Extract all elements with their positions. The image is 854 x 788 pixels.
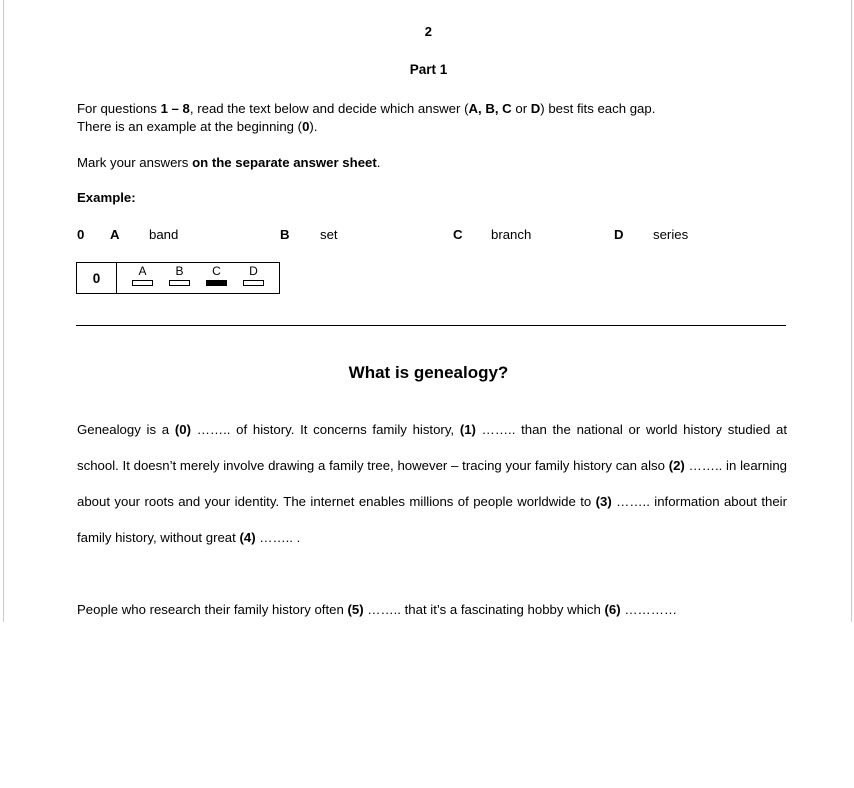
instructions-text-4: ) best fits each gap. — [540, 101, 656, 116]
answer-cell-c[interactable] — [198, 265, 235, 286]
gap-marker-2: (2) — [668, 458, 685, 473]
question-range: 1 – 8 — [160, 101, 190, 116]
example-option-key-b: B — [280, 227, 290, 242]
answer-options-letters: A, B, C — [468, 101, 512, 116]
part-title: Part 1 — [409, 62, 448, 77]
answer-option-d: D — [530, 101, 541, 116]
instructions-text-5: There is an example at the beginning ( — [77, 118, 303, 134]
para1-seg2: …….. of history. It concerns family history, — [190, 422, 460, 437]
gap-marker-3: (3) — [595, 494, 612, 509]
answer-cell-letter-b: B — [175, 264, 184, 278]
answer-cell-b[interactable] — [161, 265, 198, 286]
gap-marker-4: (4) — [239, 530, 256, 545]
answer-mark-d[interactable] — [243, 280, 264, 286]
answer-cell-letter-c: C — [212, 264, 221, 278]
mark-answers-paragraph — [77, 154, 777, 172]
section-divider — [76, 325, 786, 326]
example-zero-reference: 0 — [302, 118, 310, 134]
article-body — [77, 412, 787, 628]
para1-seg3: …….. than the national or world history studied at school. It doesn’t merely involve drawing a family tree, however – tracing your family history can also — [77, 422, 788, 473]
answer-cell-a[interactable] — [124, 265, 161, 286]
para1-seg4: …….. in learning about your roots and your identity. The internet enables millions of people worldwide to — [77, 458, 788, 509]
para2-seg2: …….. that it’s a fascinating hobby which — [363, 602, 605, 617]
answer-mark-c[interactable] — [206, 280, 227, 286]
example-option-value-c: branch — [491, 227, 532, 242]
mark-answers-period: . — [376, 155, 381, 170]
document-page — [3, 0, 852, 622]
gap-marker-1: (1) — [459, 422, 476, 437]
example-label: Example: — [77, 190, 136, 205]
answer-grid — [76, 262, 280, 294]
gap-marker-0: (0) — [174, 422, 191, 437]
gap-marker-6: (6) — [604, 602, 621, 617]
answer-cell-letter-d: D — [249, 264, 258, 278]
answer-grid-cells — [117, 263, 279, 293]
example-option-value-d: series — [653, 227, 689, 242]
para1-seg6: …….. . — [255, 530, 301, 545]
example-question-number: 0 — [77, 227, 85, 242]
instructions-text-3: or — [511, 101, 531, 116]
answer-cell-letter-a: A — [138, 264, 147, 278]
article-title: What is genealogy? — [348, 363, 509, 382]
para1-seg1: Genealogy is a — [77, 422, 175, 437]
example-option-value-b: set — [320, 227, 338, 242]
answer-grid-question-number: 0 — [77, 263, 117, 293]
gap-marker-5: (5) — [347, 602, 364, 617]
example-option-key-c: C — [453, 227, 463, 242]
instructions-text-6: ). — [309, 118, 318, 134]
instructions-text-1: For questions — [77, 101, 161, 116]
example-option-key-d: D — [614, 227, 624, 242]
para2-seg3: ………… — [620, 602, 678, 617]
instructions-text-2: , read the text below and decide which answer ( — [189, 101, 469, 116]
answer-mark-a[interactable] — [132, 280, 153, 286]
page-number: 2 — [424, 24, 433, 39]
example-options-row — [73, 227, 784, 247]
para2-seg1: People who research their family history often — [77, 602, 348, 617]
answer-cell-d[interactable] — [235, 265, 272, 286]
example-option-key-a: A — [110, 227, 120, 242]
instructions-paragraph — [77, 100, 777, 135]
para1-seg5: …….. information about their family history, without great — [77, 494, 787, 545]
article-paragraph-1 — [77, 412, 787, 556]
mark-answers-text: Mark your answers — [77, 155, 193, 170]
example-option-value-a: band — [149, 227, 179, 242]
article-paragraph-2 — [77, 592, 787, 628]
answer-sheet-emphasis: on the separate answer sheet — [192, 155, 377, 170]
answer-mark-b[interactable] — [169, 280, 190, 286]
